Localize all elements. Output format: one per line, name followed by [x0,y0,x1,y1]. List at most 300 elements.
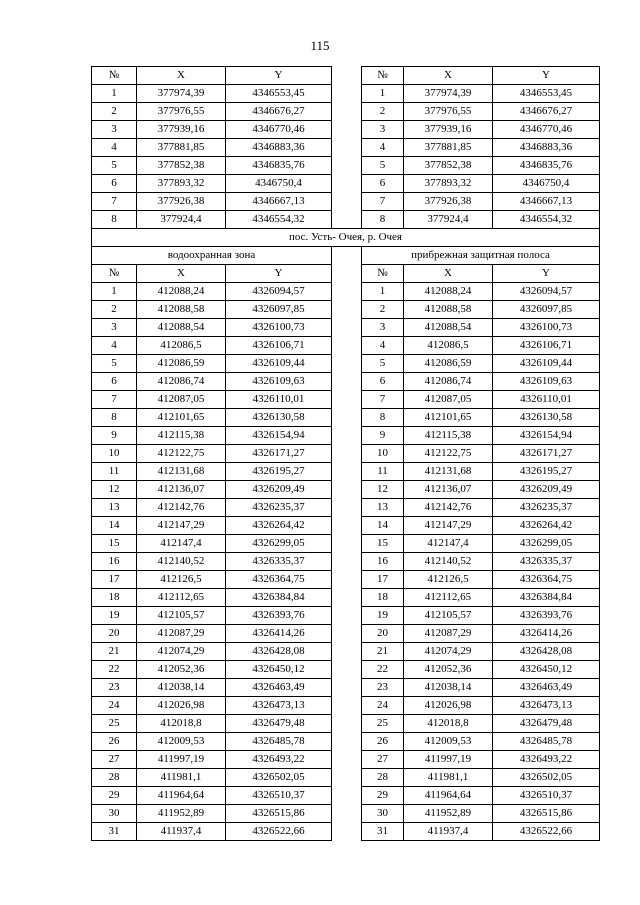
y-value: 4326209,49 [493,481,600,499]
point-number: 16 [362,553,404,571]
x-value: 412086,5 [137,337,226,355]
x-value: 412088,58 [404,301,493,319]
y-value: 4326106,71 [226,337,332,355]
column-header: Y [493,67,600,85]
x-value: 377893,32 [137,175,226,193]
point-number: 28 [92,769,137,787]
x-value: 412052,36 [137,661,226,679]
point-number: 5 [362,157,404,175]
table-row [92,373,600,391]
y-value: 4346667,13 [226,193,332,211]
point-number: 29 [362,787,404,805]
column-header: № [362,265,404,283]
x-value: 412088,54 [404,319,493,337]
y-value: 4326094,57 [226,283,332,301]
point-number: 26 [92,733,137,751]
table-row [92,319,600,337]
y-value: 4326479,48 [226,715,332,733]
point-number: 23 [362,679,404,697]
x-value: 411981,1 [404,769,493,787]
table-row [92,535,600,553]
point-number: 4 [92,337,137,355]
point-number: 16 [92,553,137,571]
point-number: 30 [92,805,137,823]
column-gap [332,643,362,661]
x-value: 411964,64 [404,787,493,805]
y-value: 4326502,05 [226,769,332,787]
y-value: 4326510,37 [493,787,600,805]
column-gap [332,481,362,499]
table-row [92,103,600,121]
column-gap [332,805,362,823]
y-value: 4326485,78 [493,733,600,751]
point-number: 31 [92,823,137,841]
y-value: 4326335,37 [226,553,332,571]
y-value: 4326393,76 [493,607,600,625]
y-value: 4346667,13 [493,193,600,211]
x-value: 412131,68 [404,463,493,481]
point-number: 8 [362,211,404,229]
y-value: 4326502,05 [493,769,600,787]
point-number: 22 [362,661,404,679]
table-row [92,355,600,373]
y-value: 4346676,27 [226,103,332,121]
y-value: 4326109,44 [493,355,600,373]
table-row [92,157,600,175]
point-number: 5 [92,157,137,175]
point-number: 6 [92,175,137,193]
column-gap [332,265,362,283]
column-gap [332,247,362,265]
point-number: 1 [362,283,404,301]
column-gap [332,535,362,553]
column-gap [332,751,362,769]
x-value: 412087,05 [137,391,226,409]
table-header-row [92,67,600,85]
section-title-row [92,229,600,247]
point-number: 18 [362,589,404,607]
x-value: 377881,85 [404,139,493,157]
x-value: 412088,58 [137,301,226,319]
point-number: 6 [92,373,137,391]
x-value: 412088,24 [137,283,226,301]
column-gap [332,391,362,409]
y-value: 4326473,13 [493,697,600,715]
x-value: 412018,8 [404,715,493,733]
column-gap [332,769,362,787]
y-value: 4326154,94 [493,427,600,445]
x-value: 411981,1 [137,769,226,787]
y-value: 4326414,26 [493,625,600,643]
point-number: 3 [92,319,137,337]
y-value: 4326264,42 [493,517,600,535]
y-value: 4326097,85 [226,301,332,319]
x-value: 412086,59 [404,355,493,373]
y-value: 4326493,22 [226,751,332,769]
y-value: 4326171,27 [493,445,600,463]
y-value: 4326493,22 [493,751,600,769]
column-gap [332,679,362,697]
y-value: 4326154,94 [226,427,332,445]
x-value: 412142,76 [137,499,226,517]
table-row [92,751,600,769]
point-number: 1 [92,283,137,301]
y-value: 4346553,45 [226,85,332,103]
point-number: 7 [362,391,404,409]
x-value: 412038,14 [137,679,226,697]
point-number: 2 [362,103,404,121]
y-value: 4326479,48 [493,715,600,733]
point-number: 25 [92,715,137,733]
x-value: 412105,57 [137,607,226,625]
y-value: 4326515,86 [493,805,600,823]
point-number: 26 [362,733,404,751]
x-value: 412112,65 [404,589,493,607]
point-number: 2 [92,301,137,319]
y-value: 4326393,76 [226,607,332,625]
point-number: 1 [362,85,404,103]
point-number: 13 [362,499,404,517]
column-gap [332,103,362,121]
column-gap [332,661,362,679]
x-value: 412140,52 [137,553,226,571]
column-header: X [137,265,226,283]
x-value: 412112,65 [137,589,226,607]
table-row [92,625,600,643]
point-number: 8 [92,409,137,427]
point-number: 27 [362,751,404,769]
x-value: 411952,89 [137,805,226,823]
x-value: 412074,29 [137,643,226,661]
y-value: 4326384,84 [493,589,600,607]
x-value: 412115,38 [404,427,493,445]
page-number: 115 [310,38,330,53]
section-title: пос. Усть- Очея, р. Очея [92,229,600,247]
y-value: 4326209,49 [226,481,332,499]
y-value: 4346835,76 [493,157,600,175]
x-value: 377924,4 [404,211,493,229]
x-value: 412140,52 [404,553,493,571]
y-value: 4346554,32 [226,211,332,229]
table-header-row [92,265,600,283]
x-value: 412142,76 [404,499,493,517]
column-gap [332,301,362,319]
table-row [92,679,600,697]
x-value: 412009,53 [404,733,493,751]
x-value: 377939,16 [404,121,493,139]
point-number: 20 [362,625,404,643]
column-header: X [137,67,226,85]
point-number: 7 [362,193,404,211]
point-number: 21 [362,643,404,661]
x-value: 377852,38 [404,157,493,175]
y-value: 4326097,85 [493,301,600,319]
y-value: 4326171,27 [226,445,332,463]
y-value: 4326195,27 [493,463,600,481]
x-value: 412018,8 [137,715,226,733]
column-header: Y [226,265,332,283]
point-number: 3 [92,121,137,139]
y-value: 4346883,36 [226,139,332,157]
point-number: 9 [362,427,404,445]
point-number: 14 [92,517,137,535]
y-value: 4326106,71 [493,337,600,355]
column-gap [332,355,362,373]
table-row [92,463,600,481]
point-number: 19 [362,607,404,625]
point-number: 15 [92,535,137,553]
column-header: № [92,265,137,283]
point-number: 20 [92,625,137,643]
y-value: 4326100,73 [226,319,332,337]
x-value: 412086,5 [404,337,493,355]
y-value: 4326428,08 [493,643,600,661]
point-number: 14 [362,517,404,535]
y-value: 4326522,66 [493,823,600,841]
point-number: 25 [362,715,404,733]
y-value: 4326094,57 [493,283,600,301]
left-subtitle: водоохранная зона [92,247,332,265]
x-value: 377926,38 [404,193,493,211]
column-header: № [362,67,404,85]
y-value: 4326109,44 [226,355,332,373]
column-gap [332,193,362,211]
table-row [92,481,600,499]
x-value: 412087,05 [404,391,493,409]
x-value: 411937,4 [137,823,226,841]
point-number: 31 [362,823,404,841]
point-number: 27 [92,751,137,769]
x-value: 377852,38 [137,157,226,175]
point-number: 5 [92,355,137,373]
column-gap [332,67,362,85]
table-row [92,733,600,751]
x-value: 377974,39 [137,85,226,103]
table-row [92,283,600,301]
x-value: 377974,39 [404,85,493,103]
x-value: 412038,14 [404,679,493,697]
table-row [92,427,600,445]
y-value: 4326428,08 [226,643,332,661]
point-number: 1 [92,85,137,103]
point-number: 2 [362,301,404,319]
x-value: 412126,5 [404,571,493,589]
table-row [92,409,600,427]
x-value: 412088,54 [137,319,226,337]
point-number: 15 [362,535,404,553]
y-value: 4326485,78 [226,733,332,751]
y-value: 4326109,63 [226,373,332,391]
table-row [92,553,600,571]
point-number: 4 [92,139,137,157]
y-value: 4326299,05 [493,535,600,553]
y-value: 4326463,49 [493,679,600,697]
table-row [92,175,600,193]
point-number: 2 [92,103,137,121]
y-value: 4326515,86 [226,805,332,823]
point-number: 6 [362,373,404,391]
y-value: 4326364,75 [493,571,600,589]
y-value: 4346883,36 [493,139,600,157]
x-value: 412147,29 [404,517,493,535]
point-number: 29 [92,787,137,805]
x-value: 377939,16 [137,121,226,139]
point-number: 18 [92,589,137,607]
table-row [92,589,600,607]
point-number: 10 [362,445,404,463]
y-value: 4326235,37 [493,499,600,517]
x-value: 377976,55 [404,103,493,121]
x-value: 411964,64 [137,787,226,805]
y-value: 4326110,01 [493,391,600,409]
x-value: 412147,4 [137,535,226,553]
x-value: 412115,38 [137,427,226,445]
table-row [92,499,600,517]
x-value: 412088,24 [404,283,493,301]
x-value: 377893,32 [404,175,493,193]
point-number: 3 [362,319,404,337]
table-row [92,823,600,841]
table-row [92,337,600,355]
x-value: 412126,5 [137,571,226,589]
y-value: 4346553,45 [493,85,600,103]
table-row [92,697,600,715]
column-gap [332,445,362,463]
column-gap [332,715,362,733]
point-number: 10 [92,445,137,463]
point-number: 8 [362,409,404,427]
y-value: 4346835,76 [226,157,332,175]
column-gap [332,499,362,517]
column-gap [332,607,362,625]
column-gap [332,571,362,589]
point-number: 7 [92,193,137,211]
column-gap [332,139,362,157]
point-number: 7 [92,391,137,409]
x-value: 377881,85 [137,139,226,157]
y-value: 4326364,75 [226,571,332,589]
x-value: 412136,07 [404,481,493,499]
point-number: 17 [92,571,137,589]
table-row [92,85,600,103]
point-number: 11 [362,463,404,481]
column-gap [332,517,362,535]
x-value: 412105,57 [404,607,493,625]
x-value: 411937,4 [404,823,493,841]
point-number: 17 [362,571,404,589]
x-value: 377926,38 [137,193,226,211]
y-value: 4326473,13 [226,697,332,715]
subtitle-row [92,247,600,265]
point-number: 12 [92,481,137,499]
point-number: 28 [362,769,404,787]
y-value: 4346770,46 [226,121,332,139]
column-gap [332,211,362,229]
y-value: 4326414,26 [226,625,332,643]
column-gap [332,121,362,139]
point-number: 3 [362,121,404,139]
y-value: 4326110,01 [226,391,332,409]
point-number: 12 [362,481,404,499]
x-value: 412009,53 [137,733,226,751]
y-value: 4326264,42 [226,517,332,535]
y-value: 4346676,27 [493,103,600,121]
y-value: 4346750,4 [493,175,600,193]
point-number: 9 [92,427,137,445]
table-row [92,139,600,157]
y-value: 4326450,12 [226,661,332,679]
x-value: 412086,74 [137,373,226,391]
table-row [92,661,600,679]
x-value: 377924,4 [137,211,226,229]
point-number: 19 [92,607,137,625]
column-gap [332,589,362,607]
x-value: 412147,29 [137,517,226,535]
column-gap [332,409,362,427]
table-row [92,301,600,319]
x-value: 412147,4 [404,535,493,553]
column-header: № [92,67,137,85]
y-value: 4326463,49 [226,679,332,697]
table-row [92,121,600,139]
point-number: 24 [362,697,404,715]
table-row [92,787,600,805]
table-row [92,193,600,211]
table-row [92,715,600,733]
column-gap [332,85,362,103]
x-value: 411997,19 [137,751,226,769]
column-gap [332,337,362,355]
column-header: X [404,67,493,85]
table-row [92,643,600,661]
y-value: 4326109,63 [493,373,600,391]
x-value: 412026,98 [137,697,226,715]
y-value: 4326335,37 [493,553,600,571]
y-value: 4326130,58 [226,409,332,427]
point-number: 6 [362,175,404,193]
column-header: Y [226,67,332,85]
column-header: Y [493,265,600,283]
x-value: 412136,07 [137,481,226,499]
column-gap [332,427,362,445]
table-row [92,391,600,409]
table-row [92,517,600,535]
column-header: X [404,265,493,283]
point-number: 24 [92,697,137,715]
right-subtitle: прибрежная защитная полоса [362,247,600,265]
y-value: 4326522,66 [226,823,332,841]
y-value: 4326195,27 [226,463,332,481]
column-gap [332,733,362,751]
point-number: 13 [92,499,137,517]
y-value: 4326450,12 [493,661,600,679]
x-value: 412052,36 [404,661,493,679]
y-value: 4346770,46 [493,121,600,139]
y-value: 4326130,58 [493,409,600,427]
x-value: 412101,65 [137,409,226,427]
x-value: 412131,68 [137,463,226,481]
x-value: 412087,29 [404,625,493,643]
x-value: 377976,55 [137,103,226,121]
coordinates-table [91,66,600,841]
point-number: 21 [92,643,137,661]
x-value: 412101,65 [404,409,493,427]
table-row [92,805,600,823]
column-gap [332,625,362,643]
y-value: 4326235,37 [226,499,332,517]
table-row [92,769,600,787]
x-value: 412074,29 [404,643,493,661]
